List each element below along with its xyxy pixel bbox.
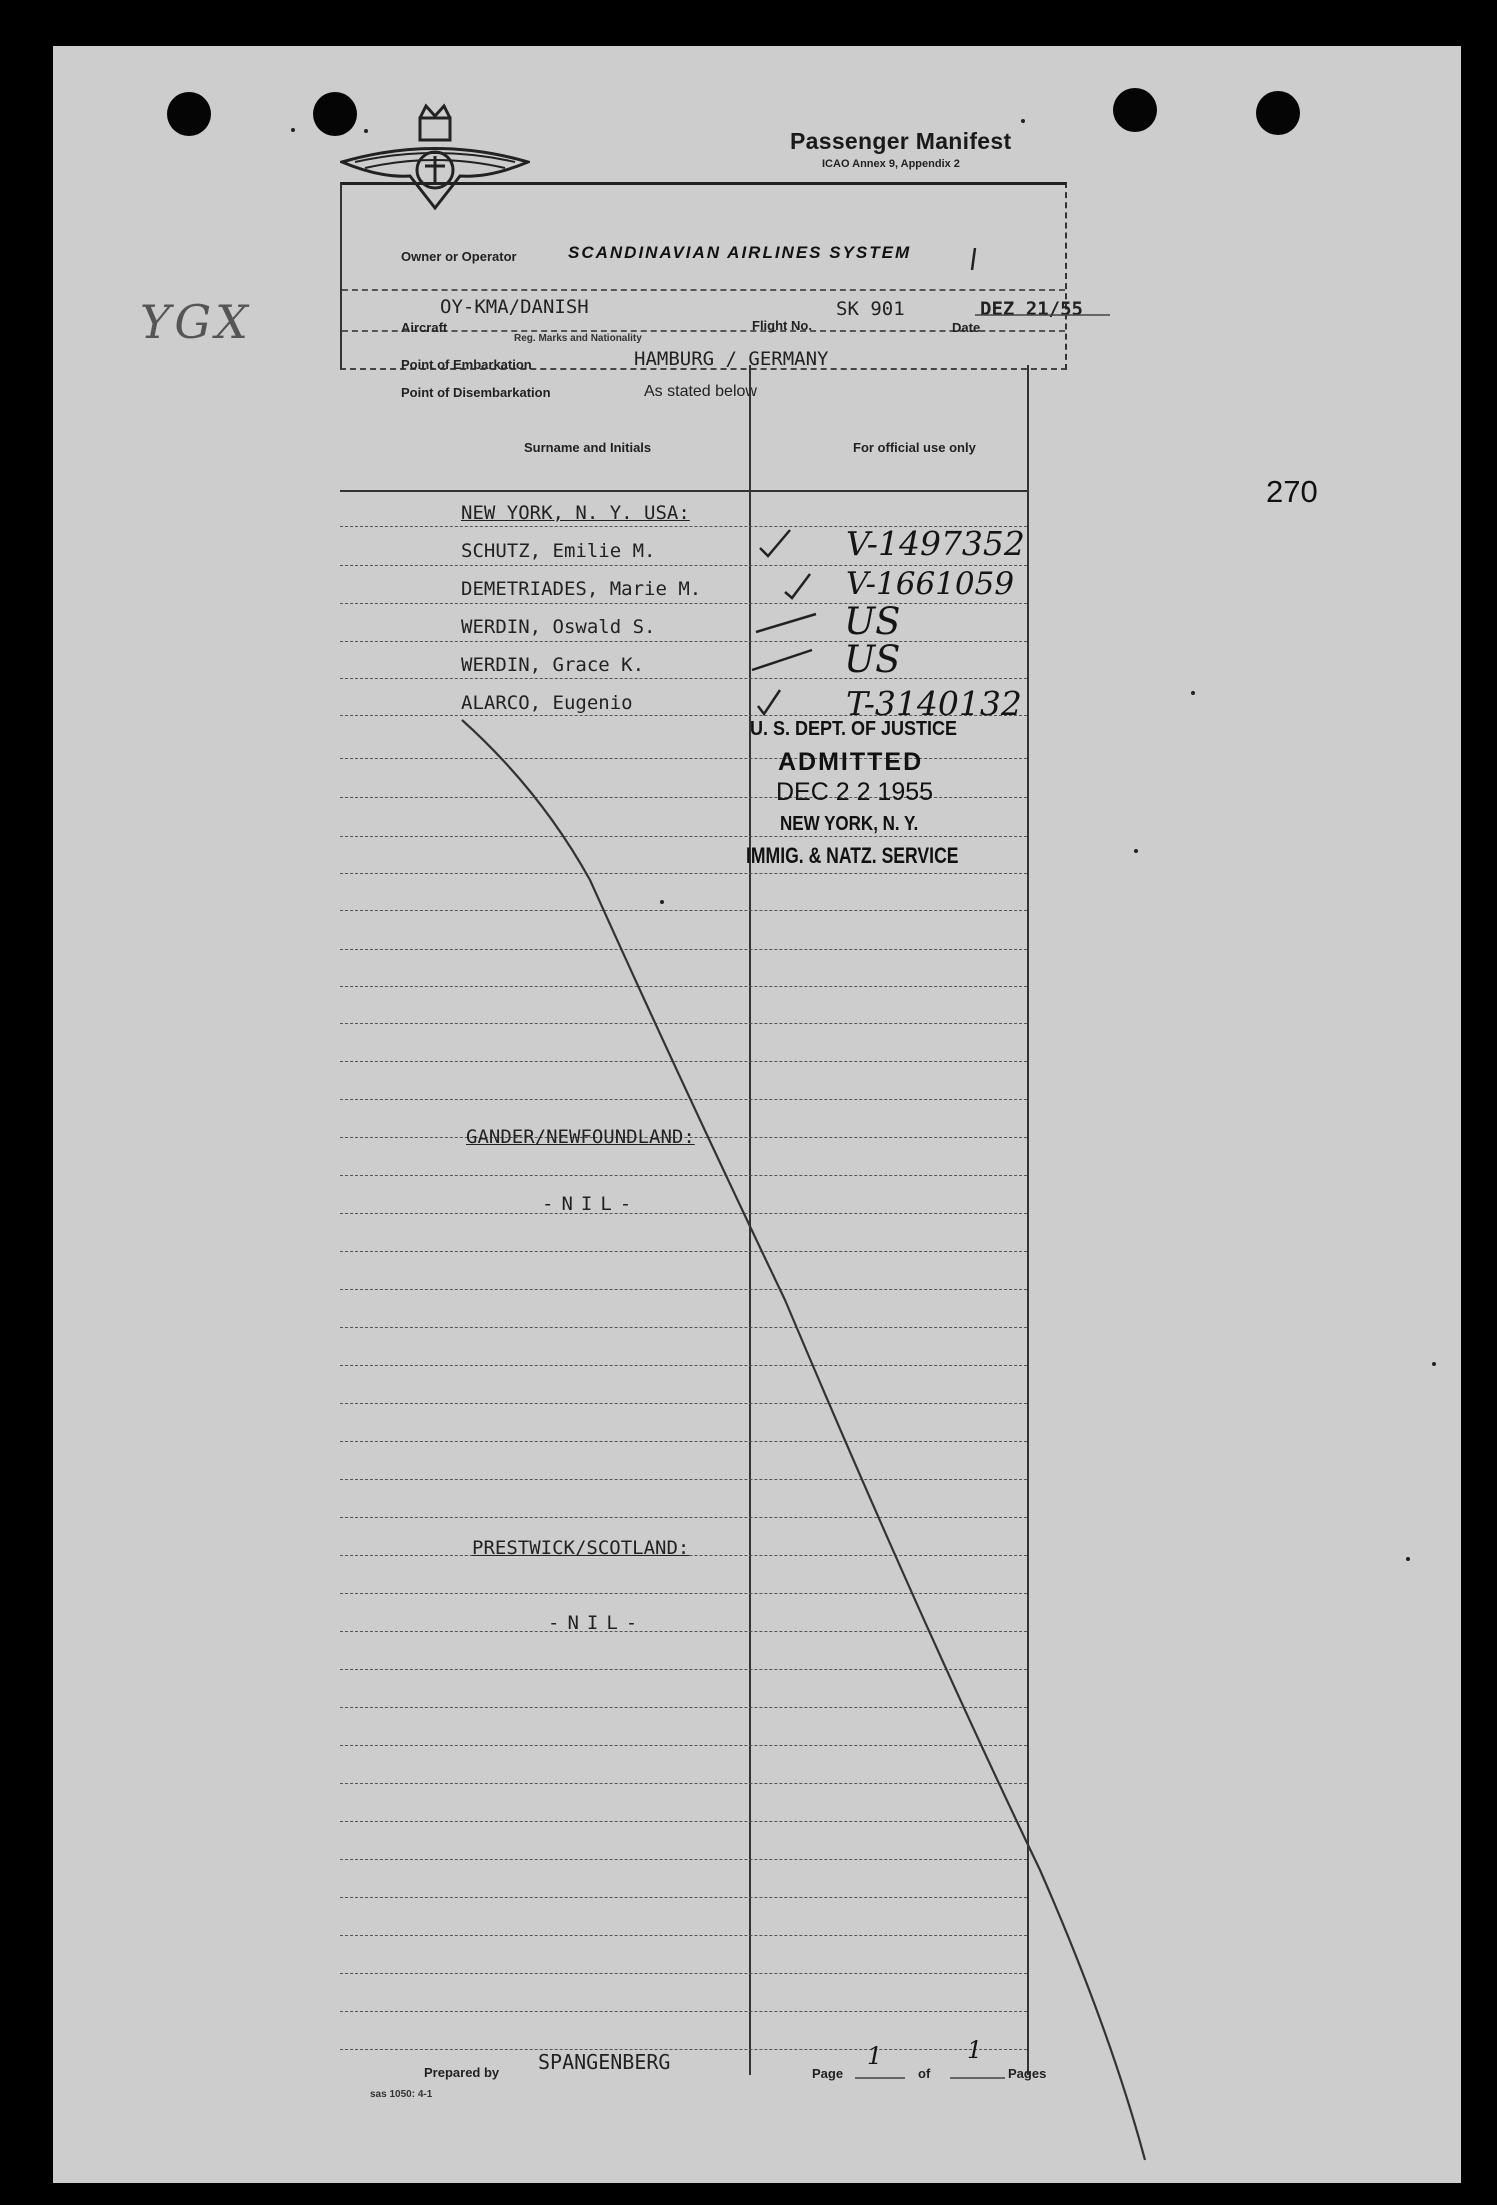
prepared-by-value: SPANGENBERG (538, 2050, 671, 2074)
section-heading: GANDER/NEWFOUNDLAND: (466, 1126, 695, 1148)
margin-note: YGX (140, 295, 252, 349)
check-mark (752, 650, 812, 670)
official-entry: US (844, 600, 901, 643)
passenger-name: ALARCO, Eugenio (461, 692, 633, 714)
reg-marks-label: Reg. Marks and Nationality (514, 333, 642, 344)
section-heading: PRESTWICK/SCOTLAND: (472, 1537, 690, 1559)
nil-entry: -NIL- (548, 1612, 646, 1634)
admitted-stamp-title: ADMITTED (778, 748, 924, 776)
date-value: DEZ 21/55 (980, 298, 1083, 320)
passenger-name: DEMETRIADES, Marie M. (461, 578, 702, 600)
page-number: 270 (1266, 474, 1318, 509)
owner-label: Owner or Operator (401, 249, 517, 264)
page-value: 1 (867, 2042, 883, 2070)
pages-label: Pages (1008, 2066, 1047, 2081)
document-title: Passenger Manifest (790, 128, 1012, 154)
document-subtitle: ICAO Annex 9, Appendix 2 (822, 158, 960, 170)
nil-entry: -NIL- (542, 1193, 640, 1215)
admitted-stamp-line: U. S. DEPT. OF JUSTICE (750, 718, 958, 740)
flight-value: SK 901 (836, 298, 905, 320)
header-tick (972, 248, 975, 270)
admitted-stamp-date: DEC 2 2 1955 (776, 778, 934, 806)
official-entry: T-3140132 (846, 684, 1022, 723)
date-label: Date (952, 320, 981, 335)
prepared-by-label: Prepared by (424, 2065, 500, 2080)
disembark-value: As stated below (644, 383, 757, 400)
admitted-stamp-line: IMMIG. & NATZ. SERVICE (746, 843, 959, 868)
official-entry: V-1661059 (846, 566, 1015, 602)
of-value: 1 (967, 2036, 983, 2064)
flight-label: Flight No. (752, 318, 812, 333)
passenger-name: WERDIN, Grace K. (461, 654, 645, 676)
section-heading: NEW YORK, N. Y. USA: (461, 502, 690, 524)
passenger-name: SCHUTZ, Emilie M. (461, 540, 656, 562)
official-entry: US (844, 638, 901, 681)
disembark-label: Point of Disembarkation (401, 385, 551, 400)
form-code: sas 1050: 4-1 (370, 2089, 433, 2100)
embark-value: HAMBURG / GERMANY (634, 348, 829, 370)
official-entry: V-1497352 (846, 524, 1025, 563)
embark-label: Point of Embarkation (401, 357, 532, 372)
strike-through-line (462, 720, 1145, 2160)
check-mark (785, 574, 810, 598)
official-column-header: For official use only (853, 440, 976, 455)
check-mark (760, 530, 790, 556)
check-mark (756, 614, 816, 632)
admitted-stamp-line: NEW YORK, N. Y. (780, 813, 919, 835)
surname-column-header: Surname and Initials (524, 440, 652, 455)
page-label: Page (812, 2066, 844, 2081)
aircraft-label: Aircraft (401, 320, 448, 335)
of-label: of (918, 2066, 931, 2081)
operator-name: SCANDINAVIAN AIRLINES SYSTEM (568, 243, 912, 262)
check-mark (758, 690, 780, 714)
aircraft-value: OY-KMA/DANISH (440, 296, 589, 318)
passenger-name: WERDIN, Oswald S. (461, 616, 656, 638)
